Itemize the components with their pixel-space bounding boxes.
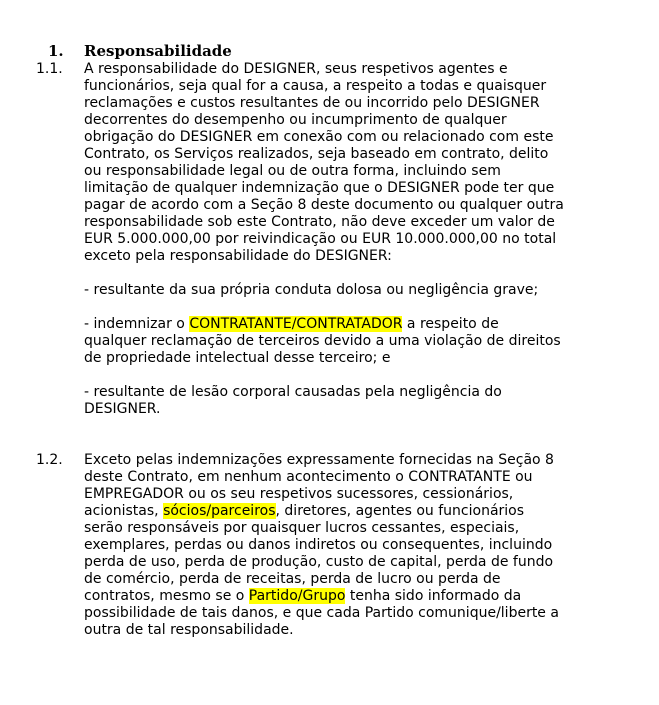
clause-line: Exceto pelas indemnizações expressamente fornecidas na Seção 8 [84, 452, 554, 468]
clause-1-2-number: 1.2. [36, 452, 63, 468]
section-heading [48, 42, 232, 60]
line-prefix: acionistas, [84, 503, 164, 519]
clause-line: ou responsabilidade legal ou de outra forma, incluindo sem [84, 163, 501, 179]
section-title: Responsabilidade [84, 42, 232, 60]
clause-1-1-number: 1.1. [36, 61, 63, 77]
bullet-indemnify-prefix: - indemnizar o [84, 316, 190, 332]
clause-1-1-body [84, 61, 644, 418]
clause-line: serão responsáveis por quaisquer lucros cessantes, especiais, [84, 520, 520, 536]
bullet-bodily-injury: - resultante de lesão corporal causadas pela negligência do [84, 384, 502, 400]
clause-line: limitação de qualquer indemnização que o DESIGNER pode ter que [84, 180, 555, 196]
highlighted-term-socios: sócios/parceiros [163, 503, 276, 519]
bullet-indemnify-suffix: a respeito de [402, 316, 499, 332]
clause-line: A responsabilidade do DESIGNER, seus respetivos agentes e [84, 61, 508, 77]
clause-line: de comércio, perda de receitas, perda de lucro ou perda de [84, 571, 501, 587]
bullet-indemnify [84, 316, 644, 333]
clause-line: responsabilidade sob este Contrato, não deve exceder um valor de [84, 214, 555, 230]
clause-line: Contrato, os Serviços realizados, seja baseado em contrato, delito [84, 146, 549, 162]
line-prefix: contratos, mesmo se o [84, 588, 249, 604]
clause-line [84, 588, 644, 605]
clause-line: EMPREGADOR ou os seu respetivos sucessores, cessionários, [84, 486, 514, 502]
clause-line: reclamações e custos resultantes de ou incorrido pelo DESIGNER [84, 95, 540, 111]
line-suffix: , diretores, agentes ou funcionários [275, 503, 525, 519]
clause-line: qualquer reclamação de terceiros devido a uma violação de direitos [84, 333, 561, 349]
clause-line: decorrentes do desempenho ou incumprimento de qualquer [84, 112, 507, 128]
bullet-gross-negligence: - resultante da sua própria conduta dolosa ou negligência grave; [84, 282, 539, 298]
section-number: 1. [48, 42, 64, 60]
line-suffix: tenha sido informado da [345, 588, 522, 604]
highlighted-term-partido: Partido/Grupo [248, 588, 346, 604]
clause-line: funcionários, seja qual for a causa, a respeito a todas e quaisquer [84, 78, 547, 94]
clause-line: de propriedade intelectual desse terceiro; e [84, 350, 391, 366]
clause-line: outra de tal responsabilidade. [84, 622, 294, 638]
clause-line: pagar de acordo com a Seção 8 deste documento ou qualquer outra [84, 197, 564, 213]
clause-line: EUR 5.000.000,00 por reivindicação ou EUR 10.000.000,00 no total [84, 231, 557, 247]
clause-line: deste Contrato, em nenhum acontecimento o CONTRATANTE ou [84, 469, 533, 485]
highlighted-term-contratante: CONTRATANTE/CONTRATADOR [189, 316, 403, 332]
clause-line: perda de uso, perda de produção, custo de capital, perda de fundo [84, 554, 554, 570]
clause-1-2-body [84, 452, 644, 639]
clause-line: exceto pela responsabilidade do DESIGNER: [84, 248, 392, 264]
clause-line: DESIGNER. [84, 401, 161, 417]
clause-line: exemplares, perdas ou danos indiretos ou consequentes, incluindo [84, 537, 553, 553]
clause-line: obrigação do DESIGNER em conexão com ou relacionado com este [84, 129, 554, 145]
clause-line: possibilidade de tais danos, e que cada Partido comunique/liberte a [84, 605, 559, 621]
clause-line [84, 503, 644, 520]
